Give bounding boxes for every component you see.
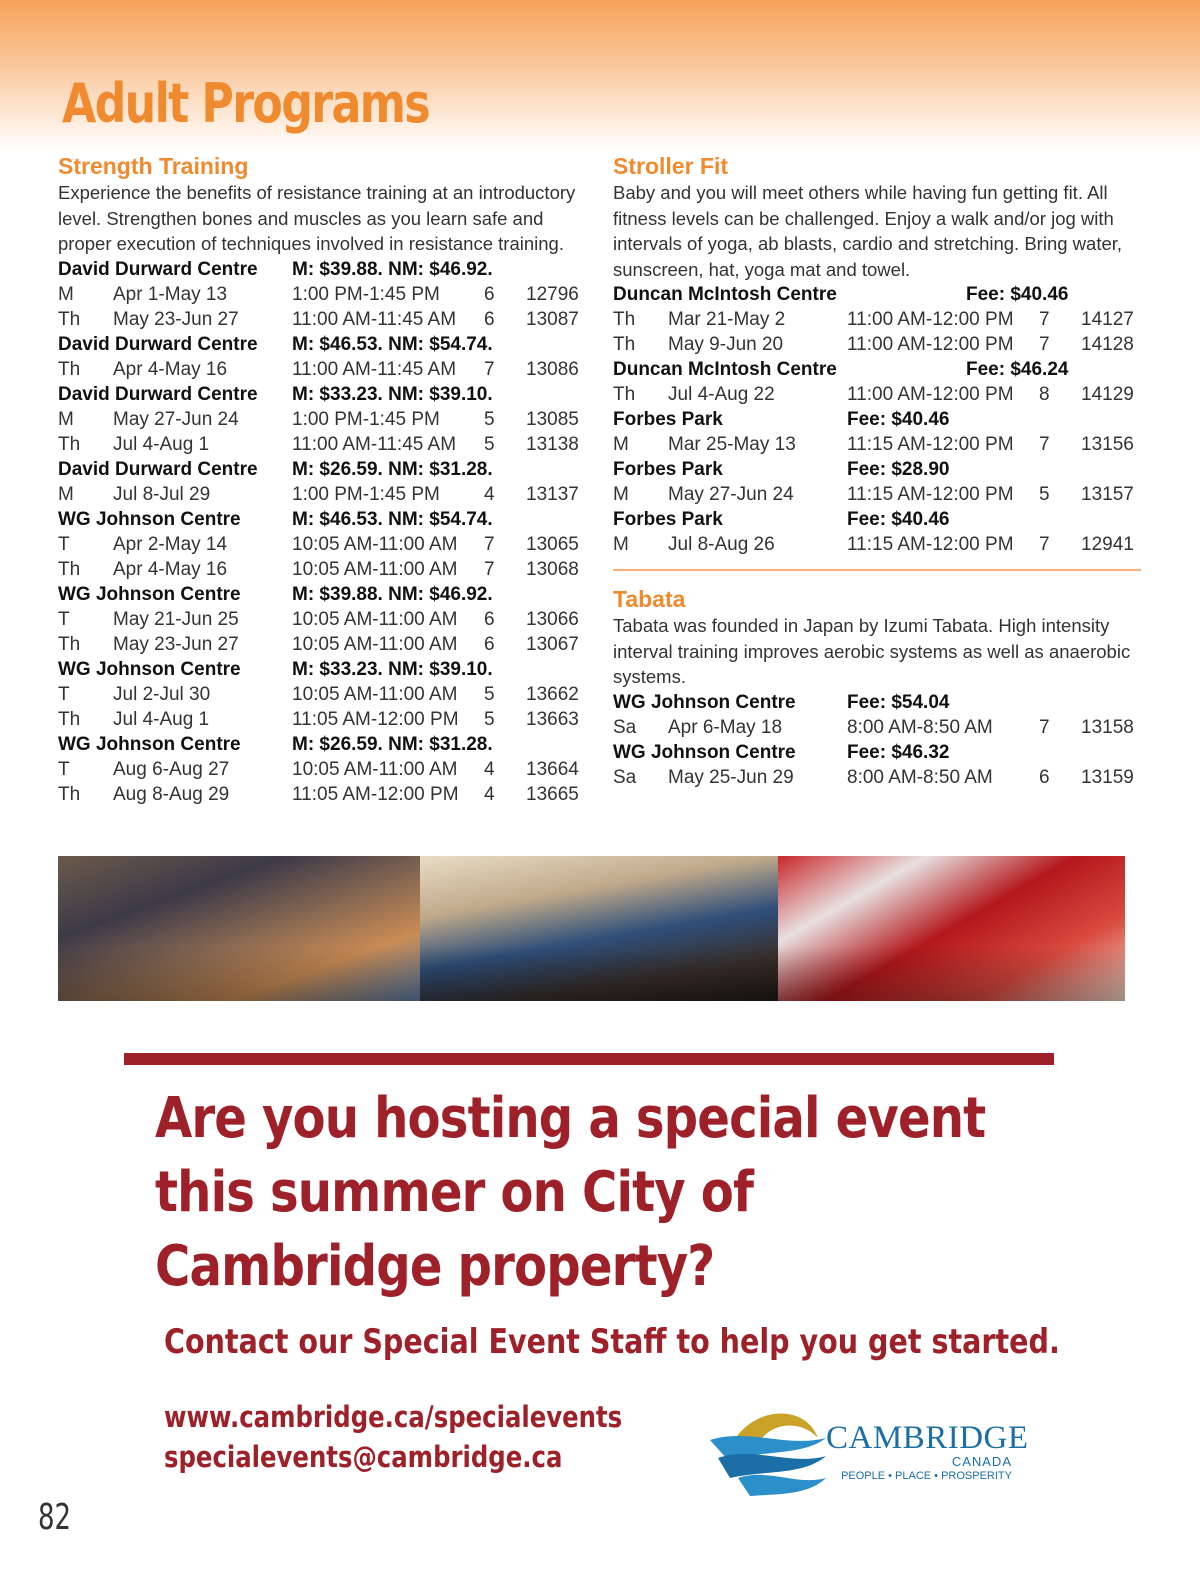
course-code-cell: 13156 xyxy=(1081,434,1134,455)
location-name: WG Johnson Centre xyxy=(613,741,796,763)
weeks-cell: 5 xyxy=(484,708,495,730)
table-row xyxy=(58,432,588,457)
dates-cell: Apr 4-May 16 xyxy=(113,558,228,580)
table-row xyxy=(613,532,1143,557)
day-cell: T xyxy=(58,608,70,630)
weeks-cell: 8 xyxy=(1039,384,1050,405)
location-fee-row xyxy=(613,357,1143,382)
weeks-cell: 6 xyxy=(484,633,495,655)
dates-cell: Apr 2-May 14 xyxy=(113,533,228,555)
location-fee-row xyxy=(613,690,1143,715)
day-cell: M xyxy=(58,283,74,305)
time-cell: 11:05 AM-12:00 PM xyxy=(292,783,459,805)
day-cell: Th xyxy=(58,783,81,805)
course-code-cell: 13137 xyxy=(526,483,579,505)
street-art-festival-photo xyxy=(58,856,420,1001)
course-code-cell: 13665 xyxy=(526,783,579,805)
day-cell: Th xyxy=(613,384,636,405)
cambridge-wave-emblem-icon xyxy=(708,1398,828,1500)
time-cell: 11:00 AM-12:00 PM xyxy=(847,384,1014,405)
weeks-cell: 5 xyxy=(484,433,495,455)
course-code-cell: 13067 xyxy=(526,633,579,655)
course-code-cell: 13066 xyxy=(526,608,579,630)
table-row xyxy=(58,482,588,507)
tabata-section xyxy=(613,585,1143,790)
dates-cell: May 9-Jun 20 xyxy=(668,334,784,355)
weeks-cell: 5 xyxy=(484,683,495,705)
special-events-url-link[interactable]: www.cambridge.ca/specialevents xyxy=(164,1400,623,1434)
table-row xyxy=(58,407,588,432)
fee-label: M: $33.23. NM: $39.10. xyxy=(292,658,493,680)
time-cell: 10:05 AM-11:00 AM xyxy=(292,558,458,580)
table-row xyxy=(58,682,588,707)
day-cell: T xyxy=(58,758,70,780)
day-cell: T xyxy=(58,683,70,705)
table-row xyxy=(613,482,1143,507)
fee-label: M: $39.88. NM: $46.92. xyxy=(292,583,493,605)
table-row xyxy=(58,357,588,382)
day-cell: Th xyxy=(613,309,636,330)
course-code-cell: 13085 xyxy=(526,408,579,430)
day-cell: Sa xyxy=(613,716,637,738)
weeks-cell: 7 xyxy=(1039,434,1050,455)
time-cell: 10:05 AM-11:00 AM xyxy=(292,633,458,655)
location-fee-row xyxy=(613,457,1143,482)
page-number: 82 xyxy=(38,1497,71,1538)
weeks-cell: 7 xyxy=(1039,534,1050,555)
dates-cell: Jul 4-Aug 22 xyxy=(668,384,775,405)
logo-tagline: PEOPLE • PLACE • PROSPERITY xyxy=(841,1470,1012,1482)
time-cell: 11:00 AM-12:00 PM xyxy=(847,334,1014,355)
fee-label: Fee: $40.46 xyxy=(847,409,950,430)
fee-label: Fee: $46.32 xyxy=(847,741,950,763)
location-name: WG Johnson Centre xyxy=(58,583,241,605)
cta-subheading: Contact our Special Event Staff to help you get started. xyxy=(164,1322,1060,1362)
dates-cell: May 23-Jun 27 xyxy=(113,633,239,655)
schedule-table xyxy=(613,690,1143,790)
strength-training-section xyxy=(58,152,588,807)
course-code-cell: 13087 xyxy=(526,308,579,330)
section-divider xyxy=(613,569,1141,571)
cambridge-logo xyxy=(708,1398,1029,1500)
right-column xyxy=(613,152,1143,790)
dates-cell: Jul 4-Aug 1 xyxy=(113,433,210,455)
fee-label: M: $33.23. NM: $39.10. xyxy=(292,383,493,405)
fee-label: M: $46.53. NM: $54.74. xyxy=(292,333,493,355)
course-code-cell: 14128 xyxy=(1081,334,1134,355)
location-fee-row xyxy=(58,507,588,532)
fee-label: Fee: $28.90 xyxy=(847,459,950,480)
location-fee-row xyxy=(58,582,588,607)
course-code-cell: 13065 xyxy=(526,533,579,555)
day-cell: M xyxy=(613,534,629,555)
weeks-cell: 5 xyxy=(484,408,495,430)
dates-cell: Jul 8-Aug 26 xyxy=(668,534,775,555)
logo-wordmark: CAMBRIDGE xyxy=(826,1420,1029,1456)
fee-label: M: $26.59. NM: $31.28. xyxy=(292,733,493,755)
dates-cell: May 27-Jun 24 xyxy=(113,408,239,430)
day-cell: T xyxy=(58,533,70,555)
weeks-cell: 6 xyxy=(484,608,495,630)
time-cell: 11:00 AM-11:45 AM xyxy=(292,433,457,455)
dates-cell: Apr 1-May 13 xyxy=(113,283,228,305)
time-cell: 10:05 AM-11:00 AM xyxy=(292,758,458,780)
fee-label: M: $26.59. NM: $31.28. xyxy=(292,458,493,480)
table-row xyxy=(58,607,588,632)
weeks-cell: 5 xyxy=(1039,484,1050,505)
course-code-cell: 14129 xyxy=(1081,384,1134,405)
time-cell: 8:00 AM-8:50 AM xyxy=(847,716,993,738)
schedule-table xyxy=(58,257,588,807)
location-name: Forbes Park xyxy=(613,459,723,480)
day-cell: M xyxy=(613,434,629,455)
day-cell: Th xyxy=(58,558,81,580)
location-name: WG Johnson Centre xyxy=(58,733,241,755)
dates-cell: May 21-Jun 25 xyxy=(113,608,239,630)
dates-cell: May 27-Jun 24 xyxy=(668,484,794,505)
weeks-cell: 6 xyxy=(484,283,495,305)
photo-strip xyxy=(58,856,1125,1001)
table-row xyxy=(58,782,588,807)
day-cell: Th xyxy=(58,358,81,380)
course-code-cell: 12796 xyxy=(526,283,579,305)
time-cell: 11:00 AM-11:45 AM xyxy=(292,358,457,380)
cta-heading: Are you hosting a special event this summer on City of Cambridge property? xyxy=(155,1086,986,1299)
section-title: Stroller Fit xyxy=(613,153,729,179)
location-fee-row xyxy=(613,740,1143,765)
page-title: Adult Programs xyxy=(62,72,429,135)
location-fee-row xyxy=(58,382,588,407)
location-name: Forbes Park xyxy=(613,509,723,530)
dates-cell: May 23-Jun 27 xyxy=(113,308,239,330)
time-cell: 10:05 AM-11:00 AM xyxy=(292,533,458,555)
location-name: Duncan McIntosh Centre xyxy=(613,284,837,305)
weeks-cell: 4 xyxy=(484,783,495,805)
day-cell: M xyxy=(58,408,74,430)
table-row xyxy=(613,765,1143,790)
logo-country: CANADA xyxy=(951,1454,1012,1469)
time-cell: 1:00 PM-1:45 PM xyxy=(292,408,440,430)
table-row xyxy=(58,307,588,332)
dates-cell: Apr 4-May 16 xyxy=(113,358,228,380)
section-description: Tabata was founded in Japan by Izumi Tabata. High intensity interval training improves aerobic systems as well as anaerobic systems. xyxy=(613,615,1131,687)
section-description: Baby and you will meet others while having fun getting fit. All fitness levels can be challenged. Enjoy a walk and/or jog with intervals of yoga, ab blasts, cardio and stretching. Bring water, sunscreen, hat, yoga mat and towel. xyxy=(613,182,1123,280)
weeks-cell: 6 xyxy=(484,308,495,330)
weeks-cell: 6 xyxy=(1039,766,1050,788)
course-code-cell: 13157 xyxy=(1081,484,1134,505)
location-name: WG Johnson Centre xyxy=(58,658,241,680)
course-code-cell: 13662 xyxy=(526,683,579,705)
time-cell: 1:00 PM-1:45 PM xyxy=(292,483,440,505)
dates-cell: Mar 21-May 2 xyxy=(668,309,786,330)
location-name: WG Johnson Centre xyxy=(613,691,796,713)
dates-cell: Jul 4-Aug 1 xyxy=(113,708,210,730)
table-row xyxy=(58,707,588,732)
stroller-fit-section xyxy=(613,152,1143,557)
time-cell: 11:00 AM-11:45 AM xyxy=(292,308,457,330)
table-row xyxy=(613,432,1143,457)
weeks-cell: 7 xyxy=(1039,309,1050,330)
weeks-cell: 7 xyxy=(484,358,495,380)
time-cell: 11:15 AM-12:00 PM xyxy=(847,484,1014,505)
table-row xyxy=(58,757,588,782)
schedule-table xyxy=(613,282,1143,557)
location-fee-row xyxy=(58,457,588,482)
day-cell: Th xyxy=(58,308,81,330)
time-cell: 11:05 AM-12:00 PM xyxy=(292,708,459,730)
location-fee-row xyxy=(58,257,588,282)
location-fee-row xyxy=(58,732,588,757)
dates-cell: Apr 6-May 18 xyxy=(668,716,783,738)
time-cell: 10:05 AM-11:00 AM xyxy=(292,683,458,705)
time-cell: 10:05 AM-11:00 AM xyxy=(292,608,458,630)
course-code-cell: 13159 xyxy=(1081,766,1134,788)
course-code-cell: 13086 xyxy=(526,358,579,380)
course-code-cell: 14127 xyxy=(1081,309,1134,330)
location-fee-row xyxy=(58,332,588,357)
dates-cell: Jul 2-Jul 30 xyxy=(113,683,211,705)
fee-label: Fee: $40.46 xyxy=(966,284,1069,305)
location-fee-row xyxy=(613,507,1143,532)
fee-label: Fee: $46.24 xyxy=(966,359,1069,380)
fee-label: M: $39.88. NM: $46.92. xyxy=(292,258,493,280)
day-cell: Th xyxy=(58,433,81,455)
table-row xyxy=(58,632,588,657)
course-code-cell: 13138 xyxy=(526,433,579,455)
table-row xyxy=(58,557,588,582)
street-market-crowd-photo xyxy=(420,856,778,1001)
weeks-cell: 4 xyxy=(484,483,495,505)
location-name: WG Johnson Centre xyxy=(58,508,241,530)
day-cell: M xyxy=(613,484,629,505)
location-fee-row xyxy=(613,407,1143,432)
location-fee-row xyxy=(613,282,1143,307)
course-code-cell: 12941 xyxy=(1081,534,1134,555)
cta-rule xyxy=(124,1053,1054,1065)
day-cell: Th xyxy=(58,633,81,655)
table-row xyxy=(613,715,1143,740)
dates-cell: Jul 8-Jul 29 xyxy=(113,483,211,505)
course-code-cell: 13664 xyxy=(526,758,579,780)
location-fee-row xyxy=(58,657,588,682)
course-code-cell: 13663 xyxy=(526,708,579,730)
table-row xyxy=(613,307,1143,332)
day-cell: Th xyxy=(613,334,636,355)
weeks-cell: 7 xyxy=(1039,716,1050,738)
course-code-cell: 13068 xyxy=(526,558,579,580)
table-row xyxy=(613,382,1143,407)
weeks-cell: 7 xyxy=(1039,334,1050,355)
time-cell: 1:00 PM-1:45 PM xyxy=(292,283,440,305)
dates-cell: May 25-Jun 29 xyxy=(668,766,794,788)
section-title: Tabata xyxy=(613,586,686,612)
day-cell: M xyxy=(58,483,74,505)
special-events-email-link[interactable]: specialevents@cambridge.ca xyxy=(164,1440,563,1474)
location-name: David Durward Centre xyxy=(58,258,258,280)
time-cell: 11:00 AM-12:00 PM xyxy=(847,309,1014,330)
fee-label: Fee: $54.04 xyxy=(847,691,950,713)
time-cell: 8:00 AM-8:50 AM xyxy=(847,766,993,788)
fee-label: Fee: $40.46 xyxy=(847,509,950,530)
table-row xyxy=(613,332,1143,357)
time-cell: 11:15 AM-12:00 PM xyxy=(847,434,1014,455)
dates-cell: Aug 8-Aug 29 xyxy=(113,783,230,805)
fee-label: M: $46.53. NM: $54.74. xyxy=(292,508,493,530)
table-row xyxy=(58,532,588,557)
location-name: Forbes Park xyxy=(613,409,723,430)
weeks-cell: 7 xyxy=(484,533,495,555)
weeks-cell: 4 xyxy=(484,758,495,780)
dates-cell: Aug 6-Aug 27 xyxy=(113,758,230,780)
location-name: David Durward Centre xyxy=(58,333,258,355)
location-name: David Durward Centre xyxy=(58,458,258,480)
time-cell: 11:15 AM-12:00 PM xyxy=(847,534,1014,555)
day-cell: Sa xyxy=(613,766,637,788)
section-title: Strength Training xyxy=(58,153,249,179)
weeks-cell: 7 xyxy=(484,558,495,580)
location-name: David Durward Centre xyxy=(58,383,258,405)
festival-celebration-photo xyxy=(778,856,1125,1001)
section-description: Experience the benefits of resistance training at an introductory level. Strengthen bones and muscles as you learn safe and proper execution of techniques involved in resistance training. xyxy=(58,182,576,254)
location-name: Duncan McIntosh Centre xyxy=(613,359,837,380)
day-cell: Th xyxy=(58,708,81,730)
course-code-cell: 13158 xyxy=(1081,716,1134,738)
table-row xyxy=(58,282,588,307)
dates-cell: Mar 25-May 13 xyxy=(668,434,796,455)
